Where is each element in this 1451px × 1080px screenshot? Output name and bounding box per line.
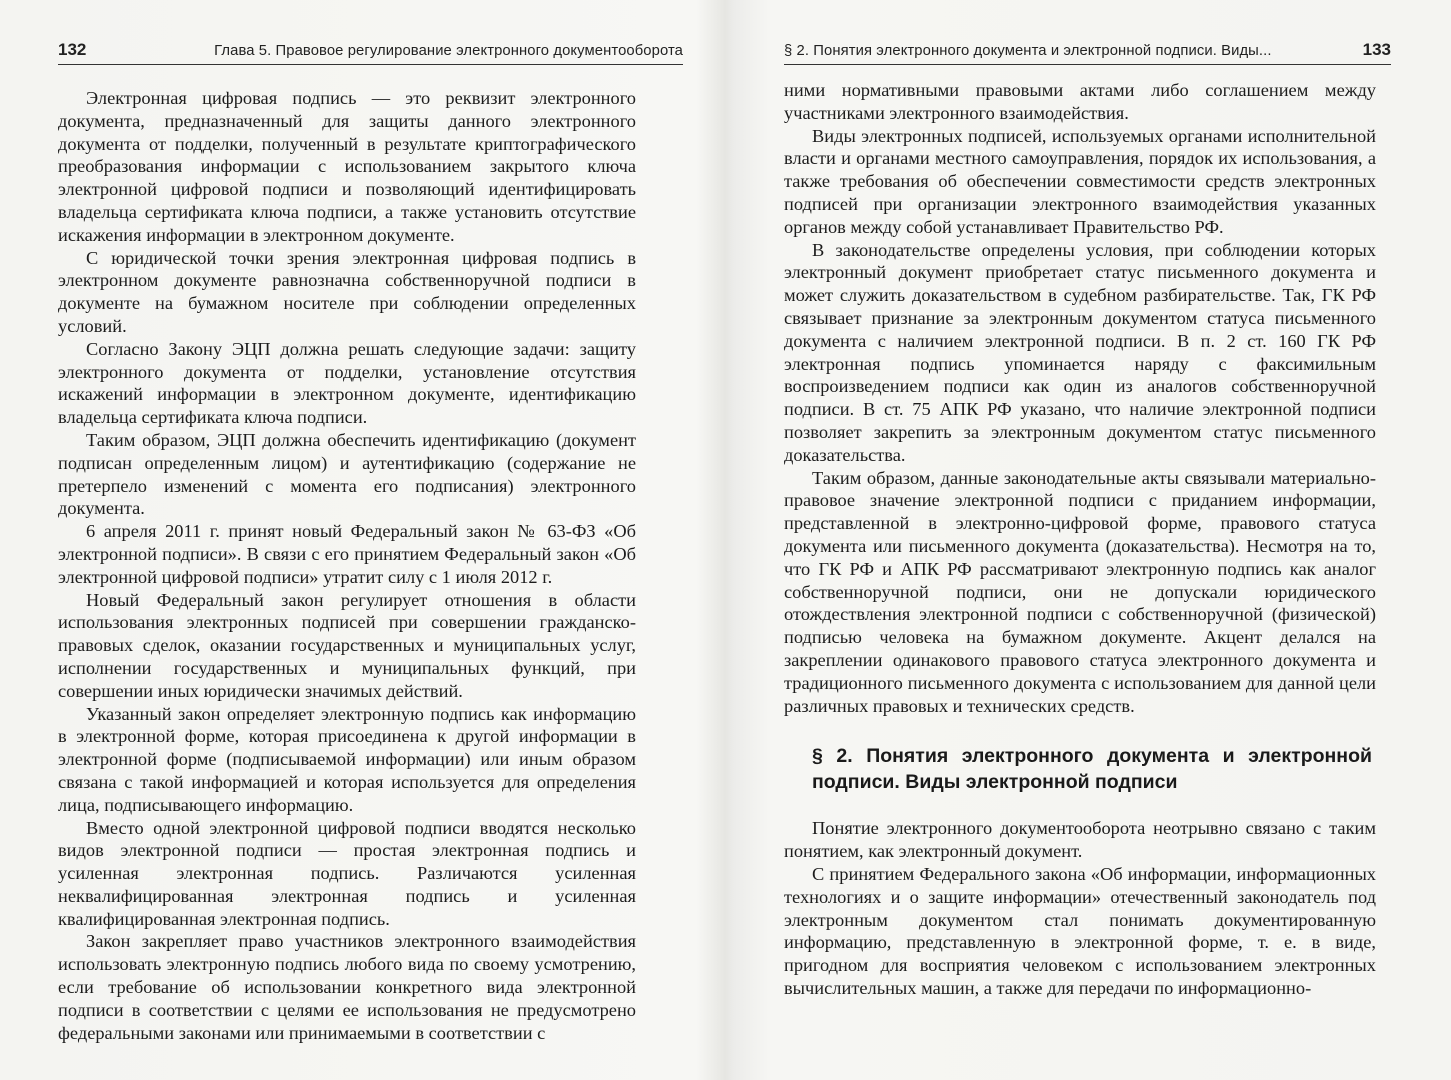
right-paragraph: В законодательстве определены условия, при соблюдении которых электронный документ приобретает статус письменного документа и может служить доказательством в судебном разбирательстве. Так, ГК РФ связывает признание за электронным документом статуса письменного документа с наличием электронной подписи. В п. 2 ст. 160 ГК РФ электронная подпись упоминается наряду с факсимильным воспроизведением подписи как один из аналогов собственноручной подписи. В ст. 75 АПК РФ указано, что наличие электронной подписи позволяет закрепить за электронным документом статус письменного доказательства. <box>784 239 1376 465</box>
left-body-text <box>58 87 683 1044</box>
right-section-title: § 2. Понятия электронного документа и электронной подписи. Виды... <box>784 43 1272 59</box>
left-page-number: 132 <box>58 40 87 59</box>
right-page <box>726 0 1451 1080</box>
left-paragraph: Вместо одной электронной цифровой подписи вводятся несколько видов электронной подписи — простая электронная подпись и усиленная электронная подпись. Различаются усиленная неквалифицированная электронная подпись и усиленная квалифицированная электронная подпись. <box>58 817 636 929</box>
right-page-number: 133 <box>1362 40 1391 59</box>
left-paragraph: Таким образом, ЭЦП должна обеспечить идентификацию (документ подписан определенным лицом) и аутентификацию (содержание не претерпело изменений с момента его подписания) электронного документа. <box>58 429 636 519</box>
right-paragraph: Понятие электронного документооборота неотрывно связано с таким понятием, как электронный документ. <box>784 818 1376 862</box>
left-paragraph: Закон закрепляет право участников электронного взаимодействия использовать электронную подпись любого вида по своему усмотрению, если требование об использовании конкретного вида электронной подписи в соответствии с целями ее использования не предусмотрено федеральными законами или принимаемыми в соответствии с <box>58 931 636 1043</box>
right-running-head <box>784 40 1391 65</box>
right-paragraph: Виды электронных подписей, используемых органами исполнительной власти и органами местного самоуправления, порядок их использования, а также требования об обеспечении совместимости средств электронных подписей при организации электронного взаимодействия указанных органов между собой устанавливает Правительство РФ. <box>784 125 1376 237</box>
left-paragraph: Указанный закон определяет электронную подпись как информацию в электронной форме, которая присоединена к другой информации в электронной форме (подписываемой информации) или иным образом связана с такой информацией и которая используется для определения лица, подписывающего информацию. <box>58 703 636 815</box>
right-paragraph: Таким образом, данные законодательные акты связывали материально-правовое значение электронной подписи с приданием информации, представленной в электронно-цифровой форме, правового статуса документа или письменного документа (доказательства). Несмотря на то, что ГК РФ и АПК РФ рассматривают электронную подпись как аналог собственноручной подписи, они не допускали юридического отождествления электронной подписи с собственноручной (физической) подписью человека на бумажном документе. Акцент делался на закреплении одинакового правового статуса электронного документа и традиционного письменного документа с использованием для данной цели различных правовых и технических средств. <box>784 467 1376 716</box>
left-paragraph: Согласно Закону ЭЦП должна решать следующие задачи: защиту электронного документа от подделки, установление отсутствия искажений информации в электронном документе, идентификацию владельца сертификата ключа подписи. <box>58 338 636 428</box>
right-body-text <box>784 79 1391 1000</box>
left-running-head <box>58 40 683 65</box>
left-paragraph: С юридической точки зрения электронная цифровая подпись в электронном документе равнозначна собственноручной подписи в документе на бумажном носителе при соблюдении определенных условий. <box>58 247 636 336</box>
section-heading: § 2. Понятия электронного документа и электронной подписи. Виды электронной подписи <box>812 745 1372 794</box>
left-paragraph: Электронная цифровая подпись — это реквизит электронного документа, предназначенный для защиты данного электронного документа от подделки, полученный в результате криптографического преобразования информации с использованием закрытого ключа электронной цифровой подписи и позволяющий идентифицировать владельца сертификата ключа подписи, а также установить отсутствие искажения информации в электронном документе. <box>58 88 636 245</box>
left-page <box>0 0 725 1080</box>
left-chapter-title: Глава 5. Правовое регулирование электронного документооборота <box>214 43 683 59</box>
left-paragraph: Новый Федеральный закон регулирует отношения в области использования электронных подписей при совершении гражданско-правовых сделок, оказании государственных и муниципальных услуг, исполнении государственных и муниципальных функций, при совершении иных юридически значимых действий. <box>58 589 636 701</box>
left-paragraph: 6 апреля 2011 г. принят новый Федеральный закон № 63-ФЗ «Об электронной подписи». В связи с его принятием Федеральный закон «Об электронной цифровой подписи» утратит силу с 1 июля 2012 г. <box>58 521 636 587</box>
right-paragraph: С принятием Федерального закона «Об информации, информационных технологиях и о защите информации» отечественный законодатель под электронным документом стал понимать документированную информацию, представленную в электронной форме, т. е. в виде, пригодном для восприятия человеком с использованием электронных вычислительных машин, а также для передачи по информационно- <box>784 863 1376 998</box>
right-continuation-paragraph: ними нормативными правовыми актами либо соглашением между участниками электронного взаимодействия. <box>784 80 1376 123</box>
